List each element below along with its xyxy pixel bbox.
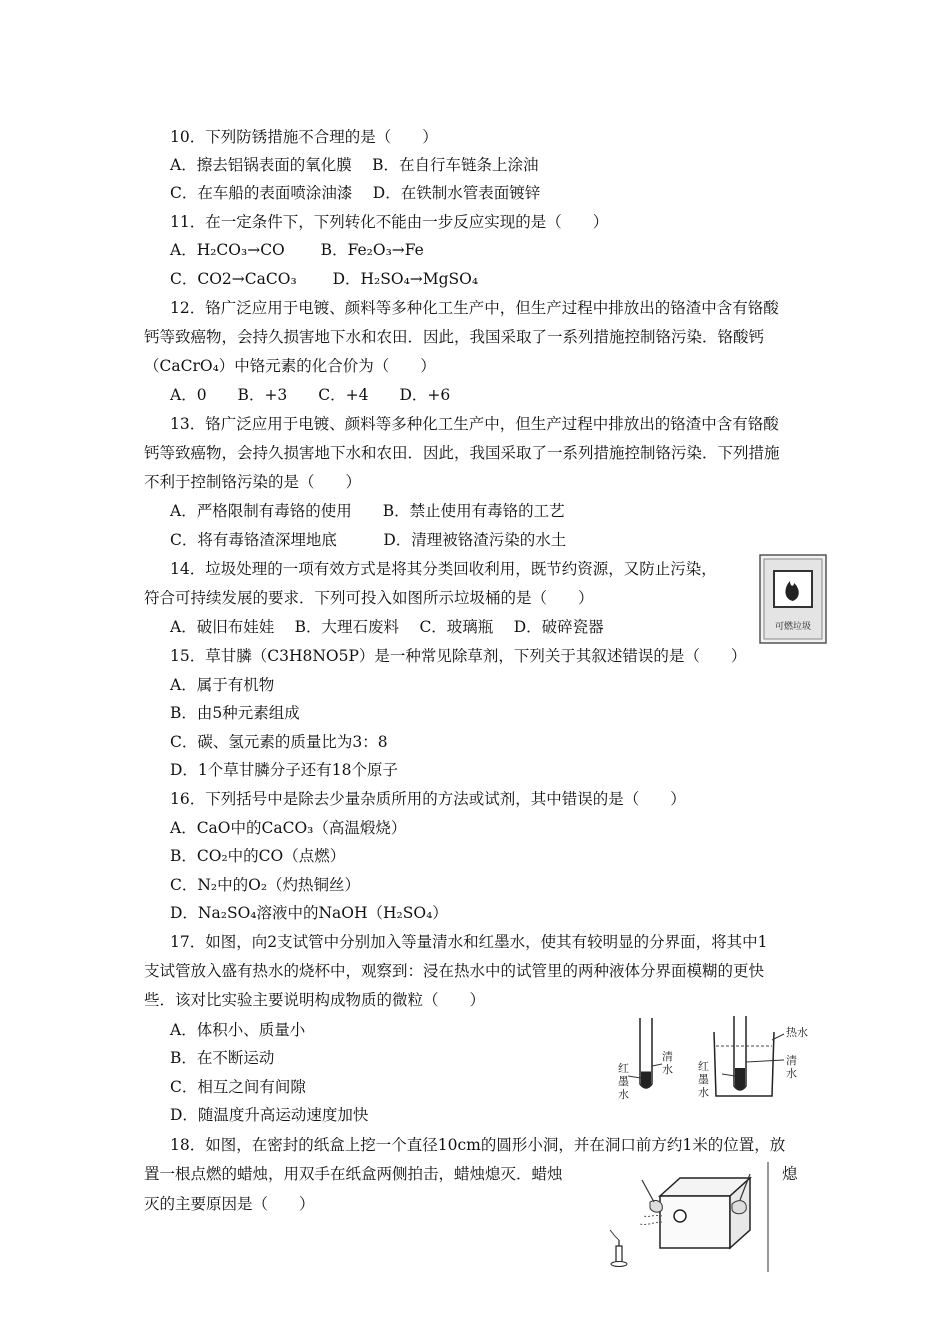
q13-line-1: 13．铬广泛应用于电镀、颜料等多种化工生产中，但生产过程中排放出的铬渣中含有铬酸 — [170, 415, 779, 433]
fig-red-b3: 水 — [698, 1086, 709, 1099]
bin-label: 可燃垃圾 — [774, 622, 812, 632]
q11-options-ab: A．H₂CO₃→CO B．Fe₂O₃→Fe — [170, 241, 424, 259]
q17-option-a: A．体积小、质量小 — [170, 1021, 306, 1039]
q16-option-d: D．Na₂SO₄溶液中的NaOH（H₂SO₄） — [170, 904, 448, 922]
q12-line-3: （CaCrO₄）中铬元素的化合价为（ ） — [144, 357, 436, 375]
box-candle-figure — [600, 1160, 775, 1275]
fig-clear-b2: 水 — [786, 1067, 797, 1080]
q11-options-cd: C．CO2→CaCO₃ D．H₂SO₄→MgSO₄ — [170, 270, 479, 288]
fig-clear-2: 水 — [662, 1063, 673, 1076]
fig-red-2: 墨 — [618, 1075, 629, 1088]
q12-line-1: 12．铬广泛应用于电镀、颜料等多种化工生产中，但生产过程中排放出的铬渣中含有铬酸 — [170, 299, 779, 317]
fig-red-1: 红 — [618, 1062, 629, 1075]
q17-option-d: D．随温度升高运动速度加快 — [170, 1106, 369, 1124]
recycle-bin-figure — [758, 553, 828, 645]
q14-line-1: 14．垃圾处理的一项有效方式是将其分类回收利用，既节约资源，又防止污染， — [170, 560, 717, 578]
q13-options-ab: A．严格限制有毒铬的使用 B．禁止使用有毒铬的工艺 — [170, 502, 565, 520]
q17-line-2: 支试管放入盛有热水的烧杯中，观察到：浸在热水中的试管里的两种液体分界面模糊的更快 — [144, 962, 765, 980]
q16-stem: 16．下列括号中是除去少量杂质所用的方法或试剂，其中错误的是（ ） — [170, 790, 686, 808]
fig-clear-b1: 清 — [786, 1054, 797, 1067]
q11-stem: 11．在一定条件下，下列转化不能由一步反应实现的是（ ） — [170, 213, 609, 231]
q13-line-2: 钙等致癌物，会持久损害地下水和农田．因此，我国采取了一系列措施控制铬污染．下列措施 — [144, 444, 780, 462]
q13-options-cd: C．将有毒铬渣深埋地底 D．清理被铬渣污染的水土 — [170, 531, 567, 549]
q13-line-3: 不利于控制铬污染的是（ ） — [144, 473, 362, 491]
q18-line-3: 灭的主要原因是（ ） — [144, 1195, 315, 1213]
q12-options: A．0 B．+3 C．+4 D．+6 — [170, 386, 451, 404]
candle-icon — [610, 1230, 627, 1267]
q16-option-b: B．CO₂中的CO（点燃） — [170, 847, 346, 865]
q10-options-ab: A．擦去铝锅表面的氧化膜 B．在自行车链条上涂油 — [170, 156, 539, 174]
fig-red-b2: 墨 — [698, 1073, 709, 1086]
q14-line-2: 符合可持续发展的要求．下列可投入如图所示垃圾桶的是（ ） — [144, 589, 594, 607]
q18-line-2-tail: 熄 — [782, 1165, 798, 1183]
q18-line-1: 18．如图，在密封的纸盒上挖一个直径10cm的圆形小洞，并在洞口前方约1米的位置，放 — [170, 1136, 786, 1154]
test-tube-1 — [640, 1018, 652, 1088]
q17-line-1: 17．如图，向2支试管中分别加入等量清水和红墨水，使其有较明显的分界面，将其中1 — [170, 933, 768, 951]
q15-stem: 15．草甘膦（C3H8NO5P）是一种常见除草剂，下列关于其叙述错误的是（ ） — [170, 647, 747, 665]
q15-option-d: D．1个草甘膦分子还有18个原子 — [170, 761, 399, 779]
q14-options: A．破旧布娃娃 B．大理石废料 C．玻璃瓶 D．破碎瓷器 — [170, 618, 604, 636]
q17-option-c: C．相互之间有间隙 — [170, 1078, 306, 1096]
q18-line-2: 置一根点燃的蜡烛，用双手在纸盒两侧拍击，蜡烛熄灭．蜡烛 — [144, 1165, 563, 1183]
q15-option-c: C．碳、氢元素的质量比为3：8 — [170, 733, 388, 751]
q12-line-2: 钙等致癌物，会持久损害地下水和农田．因此，我国采取了一系列措施控制铬污染．铬酸钙 — [144, 328, 765, 346]
q15-option-b: B．由5种元素组成 — [170, 704, 300, 722]
q17-option-b: B．在不断运动 — [170, 1049, 275, 1067]
test-tube-2 — [734, 1016, 746, 1090]
fig-red-b1: 红 — [698, 1060, 709, 1073]
q10-options-cd: C．在车船的表面喷涂油漆 D．在铁制水管表面镀锌 — [170, 184, 541, 202]
q16-option-c: C．N₂中的O₂（灼热铜丝） — [170, 876, 361, 894]
q17-line-3: 些．该对比实验主要说明构成物质的微粒（ ） — [144, 991, 486, 1009]
fig-hot-water: 热水 — [786, 1026, 808, 1039]
fig-red-3: 水 — [618, 1088, 629, 1101]
q16-option-a: A．CaO中的CaCO₃（高温煅烧） — [170, 819, 407, 837]
fig-clear-1: 清 — [662, 1050, 673, 1063]
q15-option-a: A．属于有机物 — [170, 676, 275, 694]
q10-stem: 10．下列防锈措施不合理的是（ ） — [170, 128, 438, 146]
test-tube-figure — [612, 1012, 822, 1112]
